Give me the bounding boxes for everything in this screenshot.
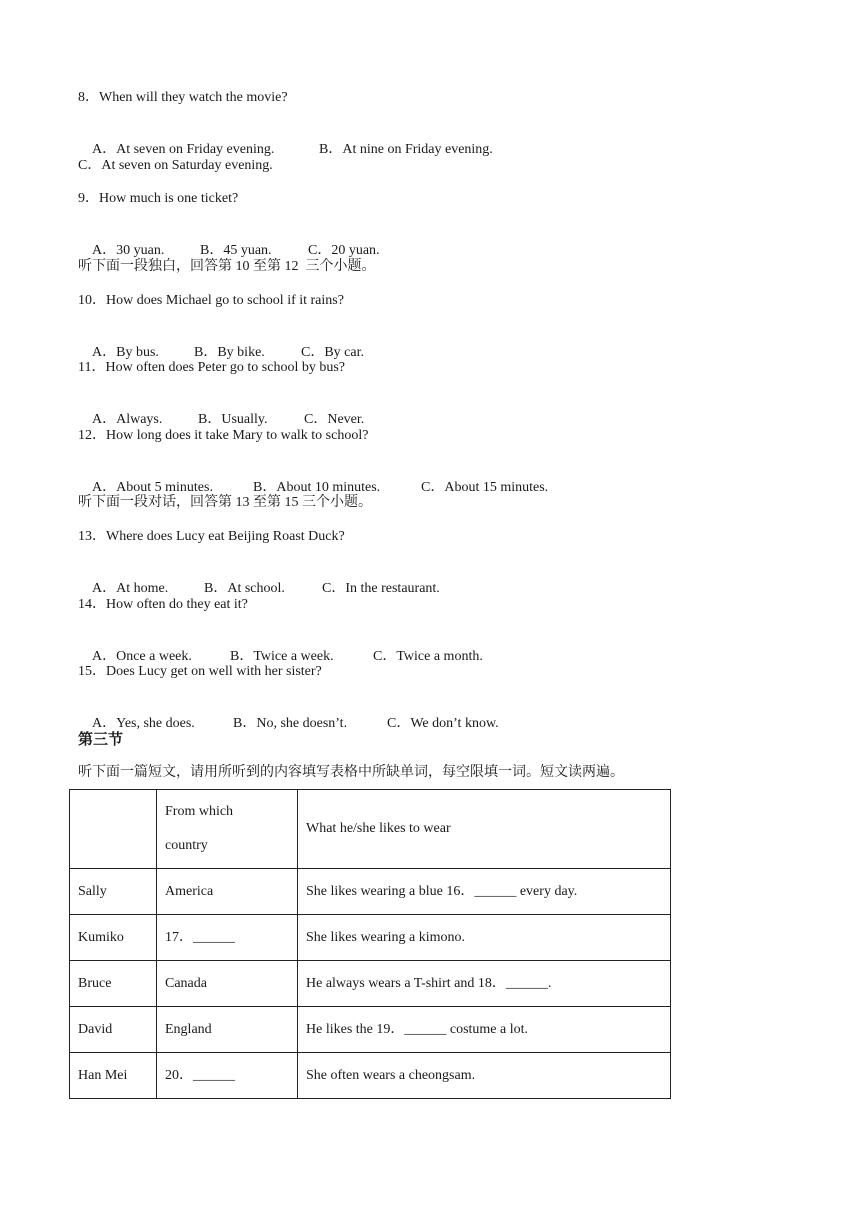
option-b: B．By bike.	[194, 345, 265, 360]
question-11: 11．How often does Peter go to school by bus?	[78, 360, 345, 375]
name-cell: Sally	[70, 869, 157, 915]
country-cell: America	[157, 869, 298, 915]
header-country-cell	[157, 790, 298, 869]
table-row	[70, 1053, 671, 1099]
option-a: A．By bus.	[92, 345, 159, 360]
table-row	[70, 1007, 671, 1053]
option-b: B．Twice a week.	[230, 649, 334, 664]
name-cell: Han Mei	[70, 1053, 157, 1099]
wear-cell: She likes wearing a blue 16．______ every day.	[298, 869, 671, 915]
question-13: 13．Where does Lucy eat Beijing Roast Duck?	[78, 529, 345, 544]
question-10: 10．How does Michael go to school if it rains?	[78, 293, 344, 308]
wear-cell: He always wears a T-shirt and 18．______.	[298, 961, 671, 1007]
option-b: B．About 10 minutes.	[253, 480, 381, 495]
country-cell: 17．______	[157, 915, 298, 961]
table-row	[70, 915, 671, 961]
wear-cell: She likes wearing a kimono.	[298, 915, 671, 961]
option-b: B．At nine on Friday evening.	[319, 142, 493, 157]
header-name-cell	[70, 790, 157, 869]
wear-cell: He likes the 19．______ costume a lot.	[298, 1007, 671, 1053]
table-header-row	[70, 790, 671, 869]
section-3-instruction: 听下面一篇短文，请用所听到的内容填写表格中所缺单词，每空限填一词。短文读两遍。	[78, 765, 624, 780]
option-c: C．Never.	[304, 412, 365, 427]
name-cell: David	[70, 1007, 157, 1053]
header-country-line1: From which	[165, 804, 234, 819]
section-instruction-monologue: 听下面一段独白，回答第 10 至第 12 三个小题。	[78, 259, 376, 274]
table-row	[70, 961, 671, 1007]
option-c: C．We don’t know.	[387, 716, 499, 731]
option-b: B．45 yuan.	[200, 243, 272, 258]
option-a: A．About 5 minutes.	[92, 480, 213, 495]
question-9: 9．How much is one ticket?	[78, 191, 239, 206]
question-8: 8．When will they watch the movie?	[78, 90, 288, 105]
option-c: C．20 yuan.	[308, 243, 380, 258]
header-country-line2: country	[165, 838, 208, 853]
header-wear-cell: What he/she likes to wear	[298, 790, 671, 869]
country-cell: England	[157, 1007, 298, 1053]
option-c: C．Twice a month.	[373, 649, 483, 664]
question-12: 12．How long does it take Mary to walk to school?	[78, 428, 369, 443]
option-c: C．In the restaurant.	[322, 581, 440, 596]
option-a: A．Always.	[92, 412, 163, 427]
option-a: A．Once a week.	[92, 649, 192, 664]
section-3-title: 第三节	[78, 732, 124, 748]
option-c: C．At seven on Saturday evening.	[78, 158, 273, 173]
country-cell: Canada	[157, 961, 298, 1007]
option-a: A．At home.	[92, 581, 169, 596]
country-cell: 20．______	[157, 1053, 298, 1099]
question-15-options	[78, 697, 499, 751]
option-b: B．No, she doesn’t.	[233, 716, 348, 731]
option-a: A．Yes, she does.	[92, 716, 195, 731]
option-c: C．About 15 minutes.	[421, 480, 549, 495]
option-b: B．At school.	[204, 581, 285, 596]
wear-cell: She often wears a cheongsam.	[298, 1053, 671, 1099]
option-b: B．Usually.	[198, 412, 268, 427]
name-cell: Bruce	[70, 961, 157, 1007]
option-c: C．By car.	[301, 345, 364, 360]
table-row	[70, 869, 671, 915]
fill-in-table	[69, 789, 671, 1099]
section-instruction-dialogue: 听下面一段对话，回答第 13 至第 15 三个小题。	[78, 495, 372, 510]
question-15: 15．Does Lucy get on well with her sister?	[78, 664, 322, 679]
question-14: 14．How often do they eat it?	[78, 597, 248, 612]
option-a: A．30 yuan.	[92, 243, 165, 258]
name-cell: Kumiko	[70, 915, 157, 961]
option-a: A．At seven on Friday evening.	[92, 142, 275, 157]
